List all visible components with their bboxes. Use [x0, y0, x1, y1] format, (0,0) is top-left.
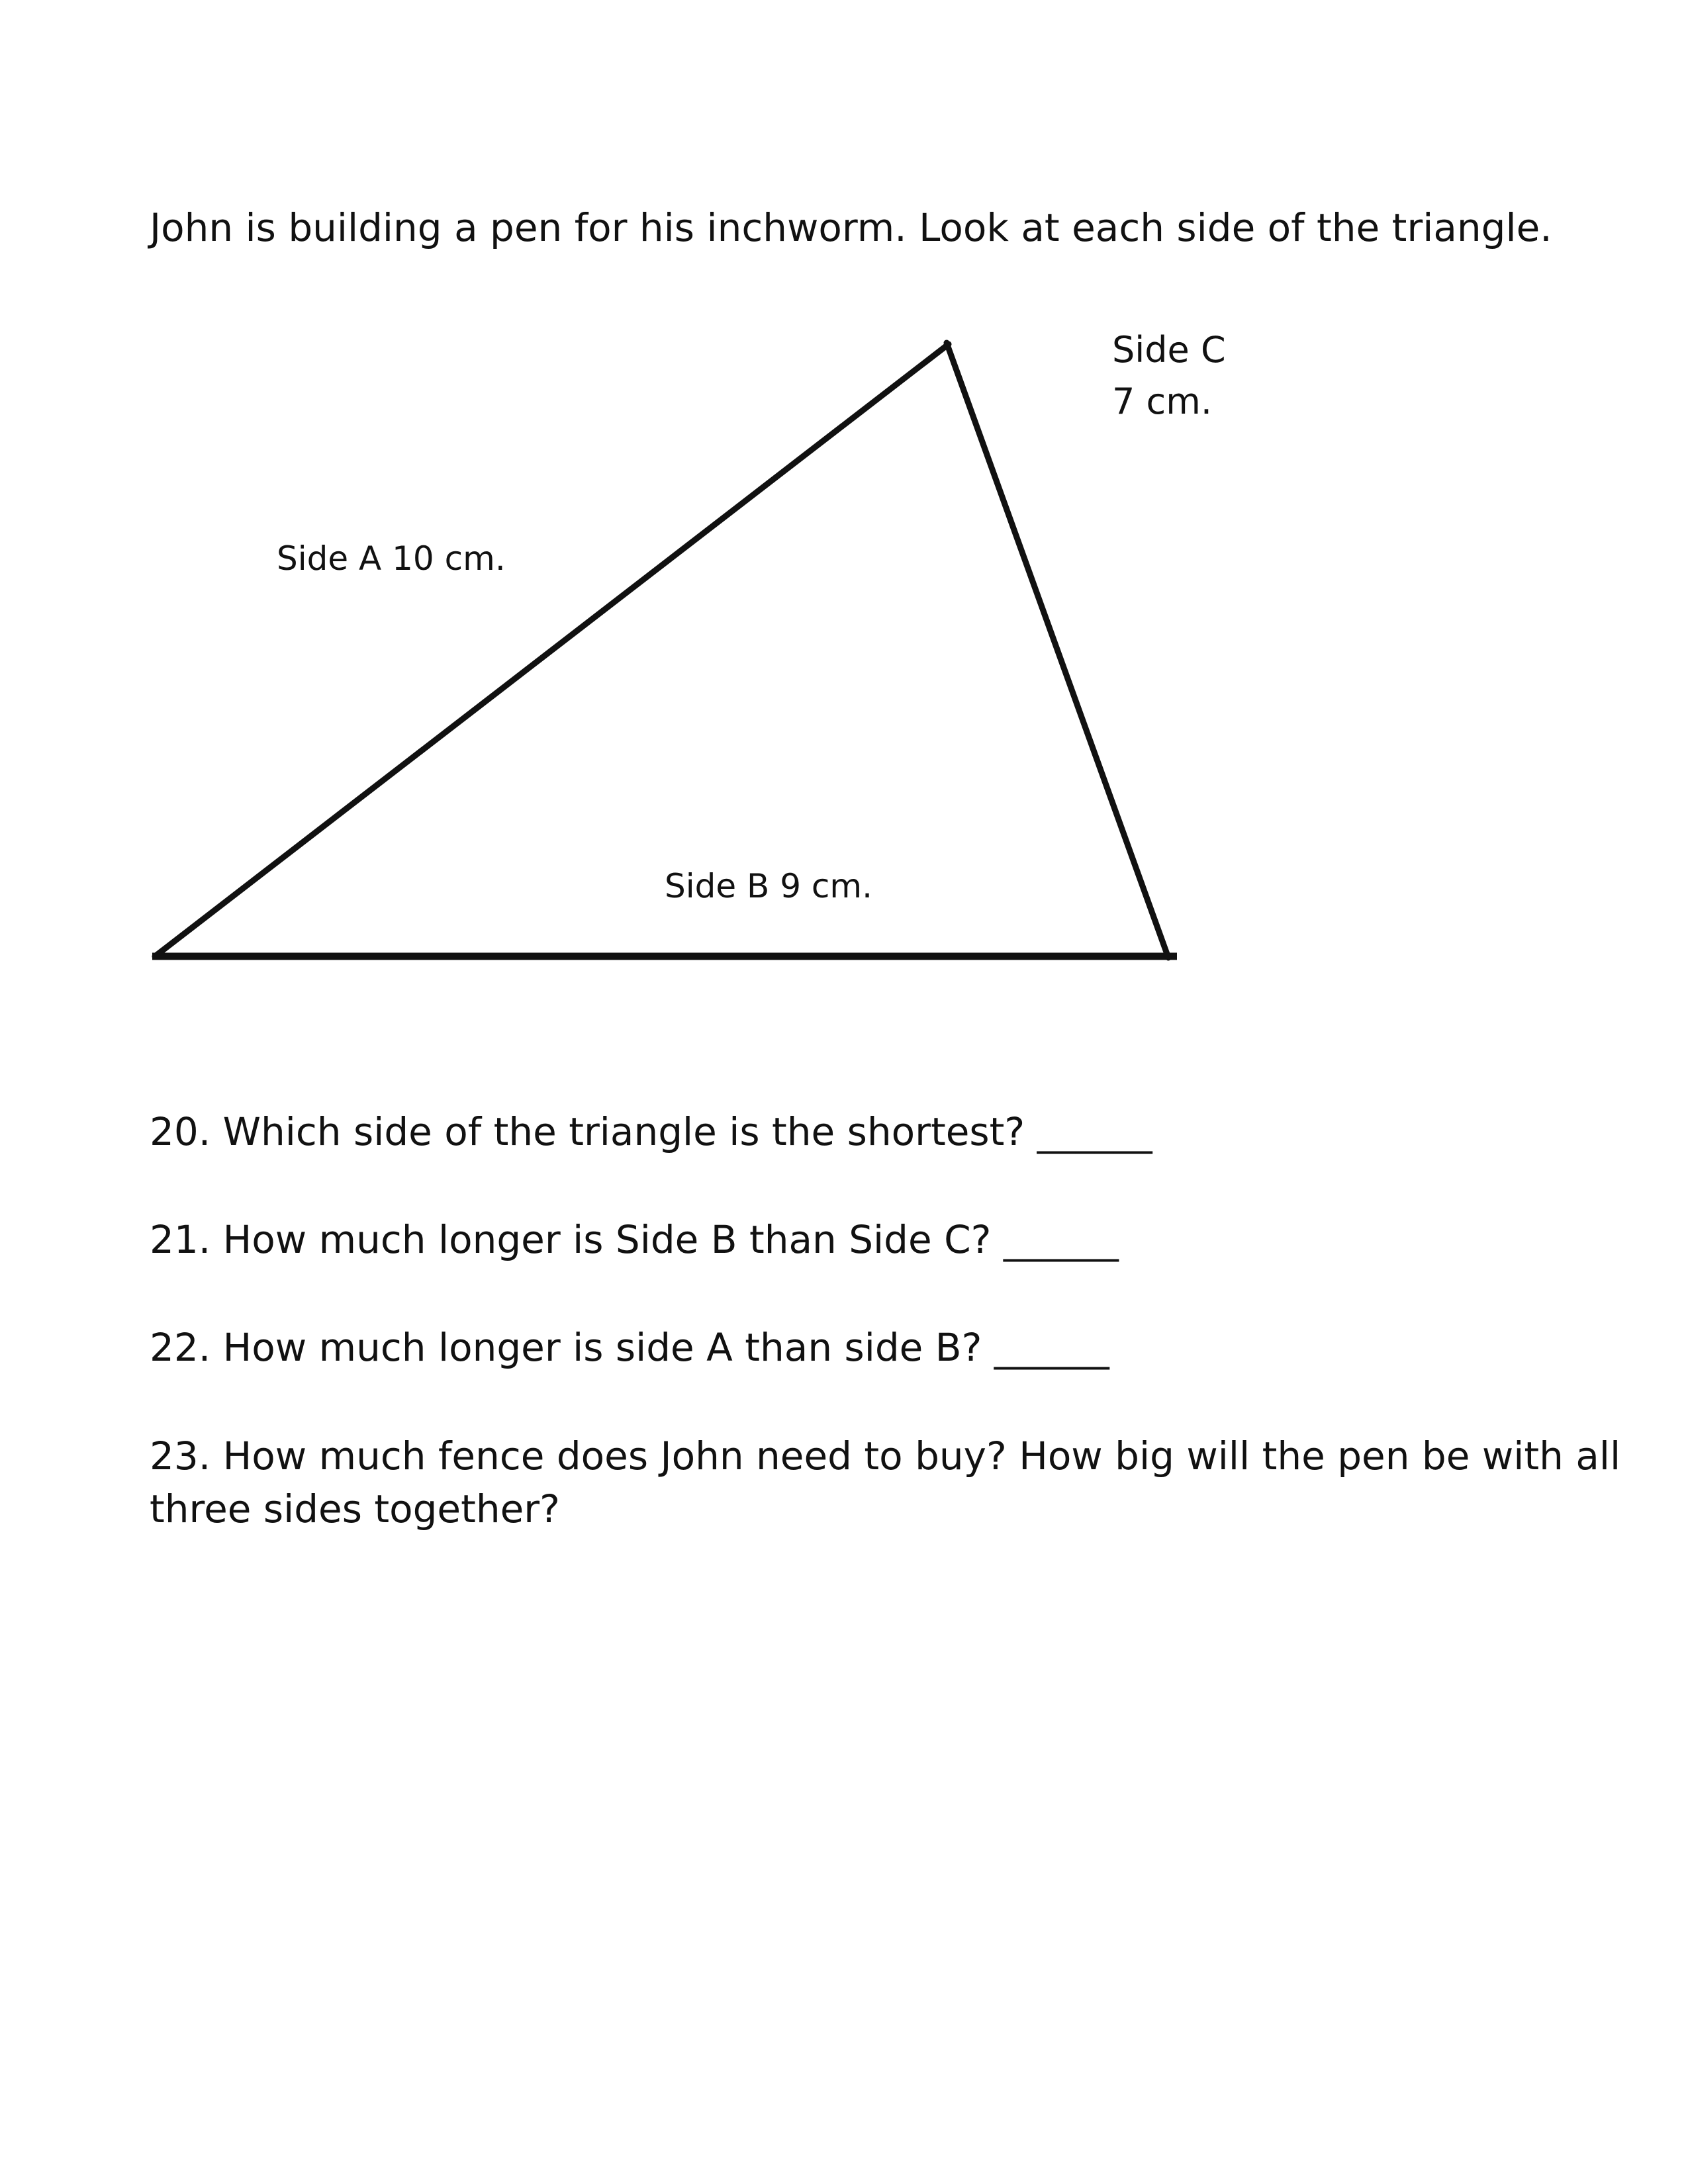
- question-21: 21. How much longer is Side B than Side C? ______: [150, 1217, 1119, 1262]
- intro-text: John is building a pen for his inchworm. Look at each side of the triangle.: [150, 205, 1552, 250]
- side-c-label: Side C: [1112, 329, 1226, 371]
- side-b-label: Side B 9 cm.: [665, 867, 873, 905]
- question-20: 20. Which side of the triangle is the shortest? ______: [150, 1109, 1152, 1154]
- triangle-side-c: [947, 343, 1168, 958]
- question-23-line-1: 23. How much fence does John need to buy? How big will the pen be with all: [150, 1433, 1621, 1479]
- question-22: 22. How much longer is side A than side B? ______: [150, 1325, 1109, 1370]
- side-c-length: 7 cm.: [1112, 381, 1212, 422]
- side-a-label: Side A 10 cm.: [277, 539, 506, 578]
- question-23-line-2: three sides together?: [150, 1486, 560, 1531]
